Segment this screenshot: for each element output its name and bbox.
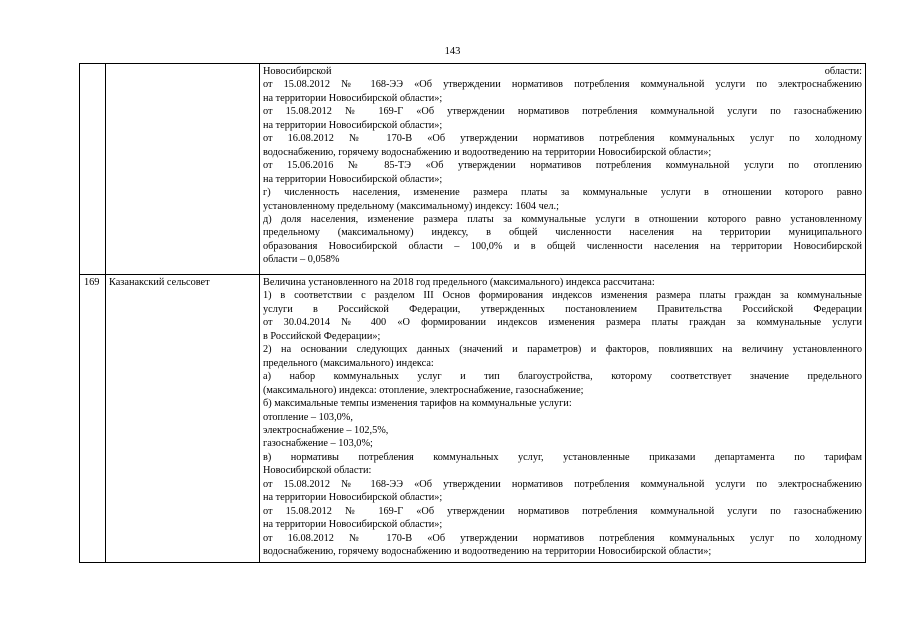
text-line: б) максимальные темпы изменения тарифов на коммунальные услуги: — [263, 398, 572, 410]
text-line: на территории Новосибирской области»; — [263, 119, 443, 131]
table-row — [80, 64, 866, 275]
text-line: предельному (максимальному) индексу, в общей численности населения на территории муниципального — [263, 227, 862, 239]
text-line: от 15.06.2016 № 85-ТЭ «Об утверждении нормативов потребления коммунальной услуги по отоплению — [263, 160, 862, 172]
text-line: на территории Новосибирской области»; — [263, 519, 443, 531]
text-line: Новосибирской области: — [263, 465, 372, 477]
text-line: от 16.08.2012 № 170-В «Об утверждении нормативов потребления коммунальных услуг по холодному — [263, 532, 862, 544]
row-text — [260, 275, 866, 563]
text-line: отопление – 103,0%, — [263, 411, 353, 423]
text-line: водоснабжению, горячему водоснабжению и водоотведению на территории Новосибирской области»; — [263, 546, 712, 558]
row-number — [80, 64, 106, 275]
text-line: водоснабжению, горячему водоснабжению и водоотведению на территории Новосибирской области»; — [263, 146, 712, 158]
text-line: в Российской Федерации»; — [263, 330, 381, 342]
text-line: от 30.04.2014 № 400 «О формировании индексов изменения размера платы граждан за коммунальные услуги — [263, 317, 862, 329]
text-line: г) численность населения, изменение размера платы за коммунальные услуги в отношении которого равно — [263, 187, 862, 199]
text-line: (максимального) индекса: отопление, электроснабжение, газоснабжение; — [263, 384, 584, 396]
text-line: от 15.08.2012 № 169-Г «Об утверждении нормативов потребления коммунальной услуги по газоснабжению — [263, 106, 862, 118]
text-line: области – 0,058% — [263, 254, 340, 266]
text-line: Новосибирской области: — [263, 66, 862, 77]
text-line: д) доля населения, изменение размера платы за коммунальные услуги в отношении которого равно установленному — [263, 213, 862, 225]
text-line: в) нормативы потребления коммунальных услуг, установленные приказами департамента по тарифам — [263, 451, 862, 463]
text-line: электроснабжение – 102,5%, — [263, 424, 389, 436]
text-line: на территории Новосибирской области»; — [263, 92, 443, 104]
municipality-name: Казанакский сельсовет — [106, 275, 260, 563]
text-line: газоснабжение – 103,0%; — [263, 438, 373, 450]
page-number: 143 — [444, 46, 461, 57]
text-line: от 15.08.2012 № 169-Г «Об утверждении нормативов потребления коммунальной услуги по газоснабжению — [263, 505, 862, 517]
text-line: от 16.08.2012 № 170-В «Об утверждении нормативов потребления коммунальных услуг по холодному — [263, 133, 862, 145]
row-text — [260, 64, 866, 275]
text-line: 1) в соответствии с разделом III Основ формирования индексов изменения размера платы граждан за коммунальные — [263, 290, 862, 302]
text-line: Величина установленного на 2018 год предельного (максимального) индекса рассчитана: — [263, 277, 655, 288]
row-number: 169 — [80, 275, 106, 563]
table-row — [80, 275, 866, 563]
text-line: на территории Новосибирской области»; — [263, 492, 443, 504]
text-line: 2) на основании следующих данных (значений и параметров) и факторов, повлиявших на величину установленного — [263, 344, 862, 356]
text-line: образования Новосибирской области – 100,0% и в общей численности населения на территории Новосибирской — [263, 240, 862, 252]
municipality-name — [106, 64, 260, 275]
text-line: а) набор коммунальных услуг и тип благоустройства, которому соответствует значение предельного — [263, 371, 862, 383]
text-line: услуги в Российской Федерации, утвержденных постановлением Правительства Российской Федерации — [263, 303, 862, 315]
document-table — [79, 63, 866, 563]
text-line: установленному предельному (максимальному) индексу: 1604 чел.; — [263, 200, 559, 212]
text-line: предельного (максимального) индекса: — [263, 357, 434, 369]
text-line: от 15.08.2012 № 168-ЭЭ «Об утверждении нормативов потребления коммунальной услуги по электроснабжению — [263, 79, 862, 91]
text-line: на территории Новосибирской области»; — [263, 173, 443, 185]
text-line: от 15.08.2012 № 168-ЭЭ «Об утверждении нормативов потребления коммунальной услуги по электроснабжению — [263, 478, 862, 490]
